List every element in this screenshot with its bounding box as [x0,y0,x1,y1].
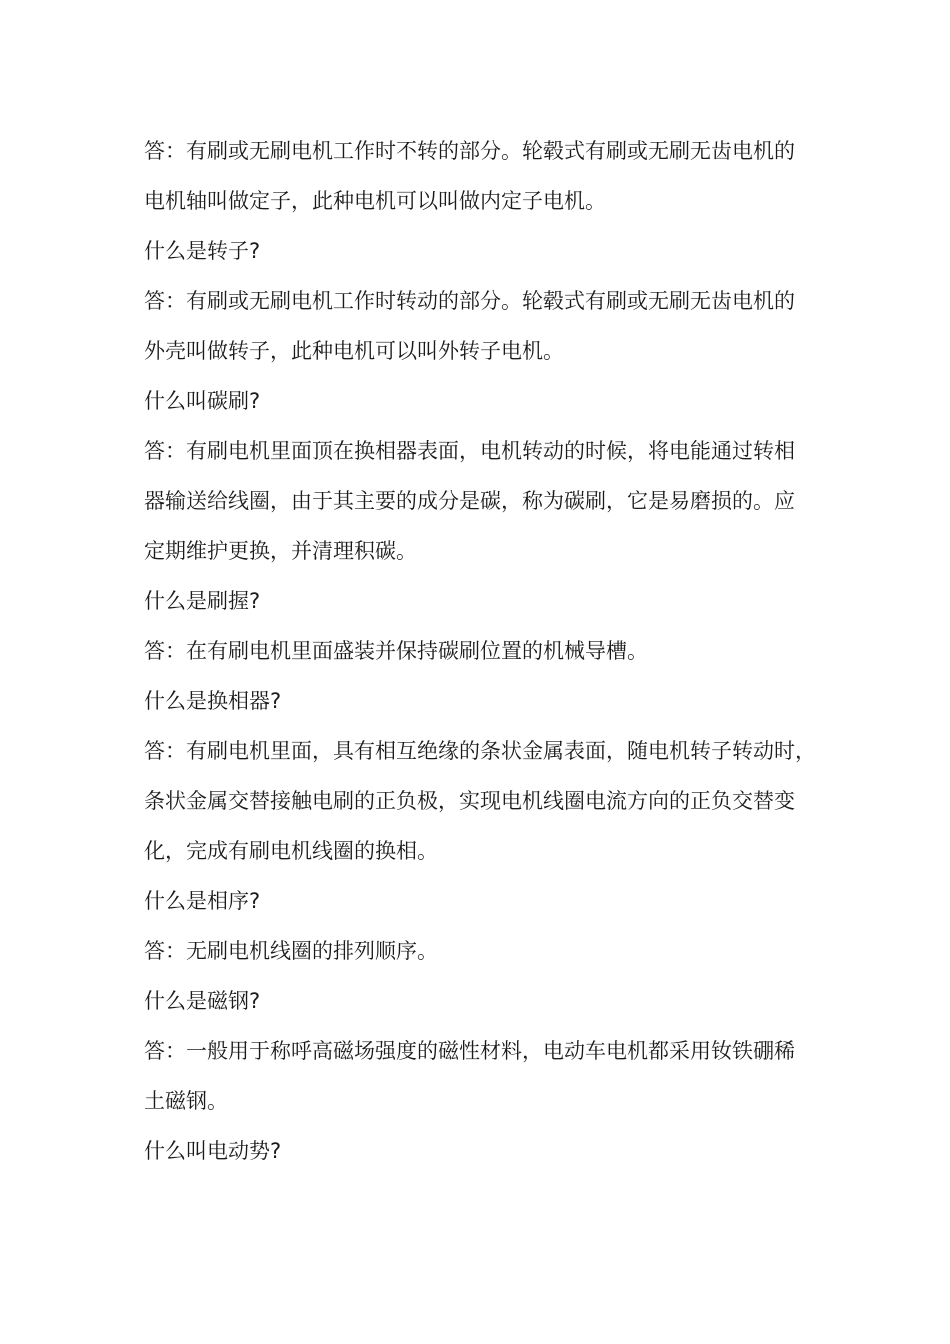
answer-line: 答：在有刷电机里面盛装并保持碳刷位置的机械导槽。 [144,639,648,663]
answer-line: 器输送给线圈，由于其主要的成分是碳，称为碳刷，它是易磨损的。应 [144,489,795,513]
question-line: 什么是转子? [144,239,261,263]
answer-line: 答：有刷电机里面顶在换相器表面，电机转动的时候，将电能通过转相 [144,439,795,463]
answer-line: 定期维护更换，并清理积碳。 [144,539,417,563]
answer-line: 答：有刷或无刷电机工作时转动的部分。轮毂式有刷或无刷无齿电机的 [144,289,795,313]
question-line: 什么叫碳刷? [144,389,261,413]
answer-line: 化，完成有刷电机线圈的换相。 [144,839,438,863]
answer-line: 土磁钢。 [144,1089,228,1113]
answer-line: 外壳叫做转子，此种电机可以叫外转子电机。 [144,339,564,363]
answer-line: 条状金属交替接触电刷的正负极，实现电机线圈电流方向的正负交替变 [144,789,795,813]
document-body [144,126,824,1176]
answer-line: 答：无刷电机线圈的排列顺序。 [144,939,438,963]
answer-line: 答：一般用于称呼高磁场强度的磁性材料，电动车电机都采用钕铁硼稀 [144,1039,795,1063]
answer-line: 答：有刷或无刷电机工作时不转的部分。轮毂式有刷或无刷无齿电机的 [144,139,795,163]
question-line: 什么是磁钢? [144,989,261,1013]
question-line: 什么是换相器? [144,689,282,713]
question-line: 什么是刷握? [144,589,261,613]
answer-line: 答：有刷电机里面，具有相互绝缘的条状金属表面，随电机转子转动时， [144,739,816,763]
question-line: 什么叫电动势? [144,1139,282,1163]
answer-line: 电机轴叫做定子，此种电机可以叫做内定子电机。 [144,189,606,213]
question-line: 什么是相序? [144,889,261,913]
